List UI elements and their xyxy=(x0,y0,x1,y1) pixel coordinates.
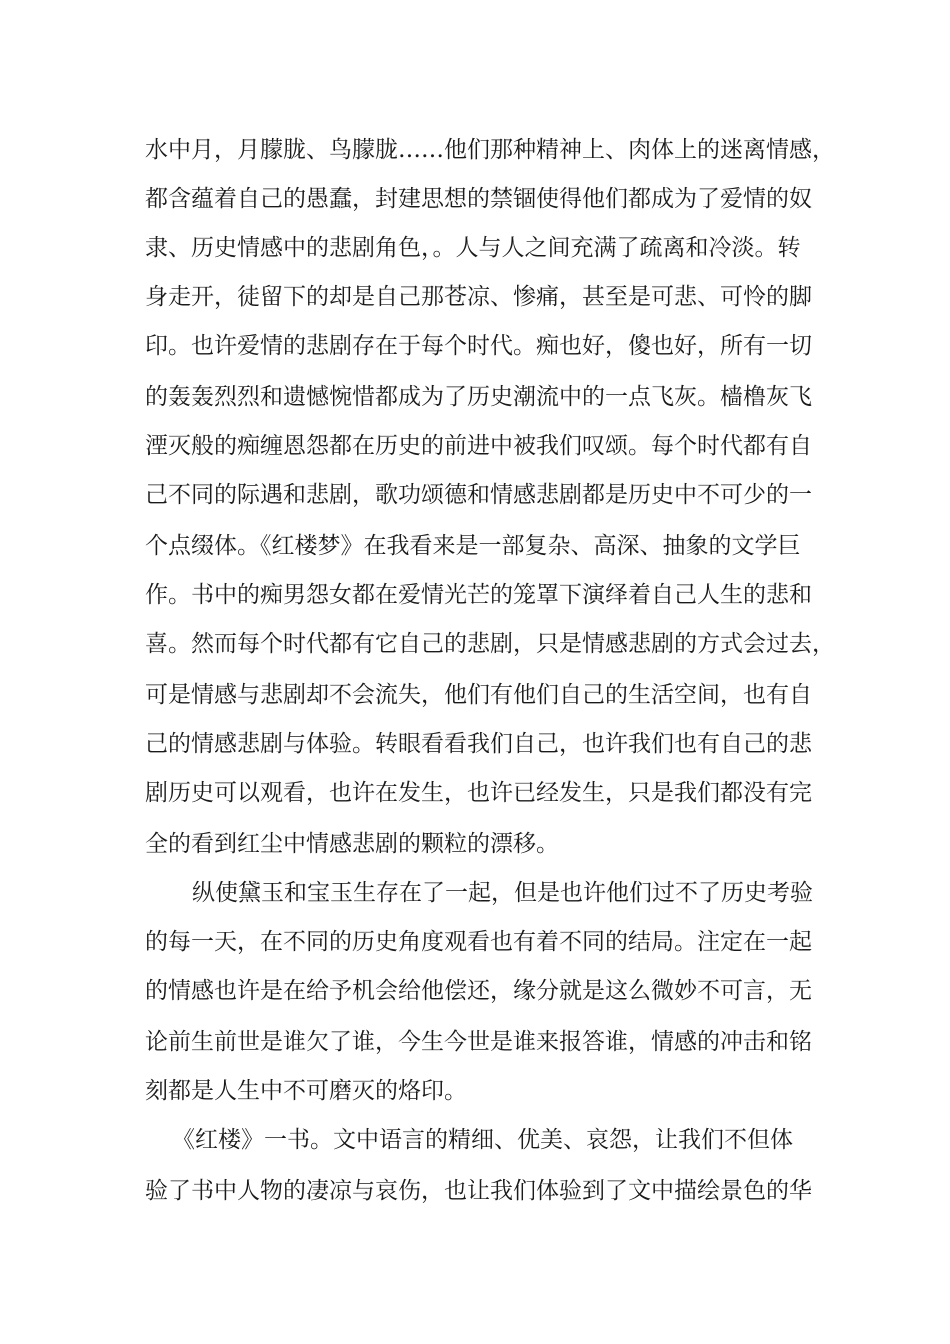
text-line: 己的情感悲剧与体验。转眼看看我们自己，也许我们也有自己的悲 xyxy=(145,731,812,757)
text-line: 纵使黛玉和宝玉生存在了一起，但是也许他们过不了历史考验 xyxy=(192,880,813,906)
text-line: 的每一天，在不同的历史角度观看也有着不同的结局。注定在一起 xyxy=(145,929,812,955)
text-line: 剧历史可以观看，也许在发生，也许已经发生，只是我们都没有完 xyxy=(145,780,812,806)
text-line: 验了书中人物的凄凉与哀伤，也让我们体验到了文中描绘景色的华 xyxy=(145,1178,812,1204)
text-line: 身走开，徒留下的却是自己那苍凉、惨痛，甚至是可悲、可怜的脚 xyxy=(145,284,812,310)
text-line: 己不同的际遇和悲剧，歌功颂德和情感悲剧都是历史中不可少的一 xyxy=(145,482,812,508)
text-line: 隶、历史情感中的悲剧角色，。人与人之间充满了疏离和冷淡。转 xyxy=(145,235,801,261)
text-line: 作。书中的痴男怨女都在爱情光芒的笼罩下演绎着自己人生的悲和 xyxy=(145,582,812,608)
text-line: 印。也许爱情的悲剧存在于每个时代。痴也好，傻也好，所有一切 xyxy=(145,333,812,359)
text-line: 可是情感与悲剧却不会流失，他们有他们自己的生活空间，也有自 xyxy=(145,682,812,708)
text-line: 论前生前世是谁欠了谁，今生今世是谁来报答谁，情感的冲击和铭 xyxy=(145,1029,812,1055)
text-line: 的轰轰烈烈和遗憾惋惜都成为了历史潮流中的一点飞灰。樯橹灰飞 xyxy=(145,384,812,410)
text-line: 水中月，月朦胧、鸟朦胧……他们那种精神上、肉体上的迷离情感， xyxy=(145,137,835,163)
text-line: 个点缀体。《红楼梦》在我看来是一部复杂、高深、抽象的文学巨 xyxy=(145,533,801,559)
text-line: 《红楼》一书。文中语言的精细、优美、哀怨，让我们不但体 xyxy=(172,1127,793,1153)
text-line: 刻都是人生中不可磨灭的烙印。 xyxy=(145,1078,467,1104)
text-line: 喜。然而每个时代都有它自己的悲剧，只是情感悲剧的方式会过去， xyxy=(145,631,835,657)
text-line: 湮灭般的痴缠恩怨都在历史的前进中被我们叹颂。每个时代都有自 xyxy=(145,433,812,459)
text-line: 都含蕴着自己的愚蠢，封建思想的禁锢使得他们都成为了爱情的奴 xyxy=(145,186,812,212)
text-line: 全的看到红尘中情感悲剧的颗粒的漂移。 xyxy=(145,831,559,857)
text-line: 的情感也许是在给予机会给他偿还，缘分就是这么微妙不可言，无 xyxy=(145,978,812,1004)
